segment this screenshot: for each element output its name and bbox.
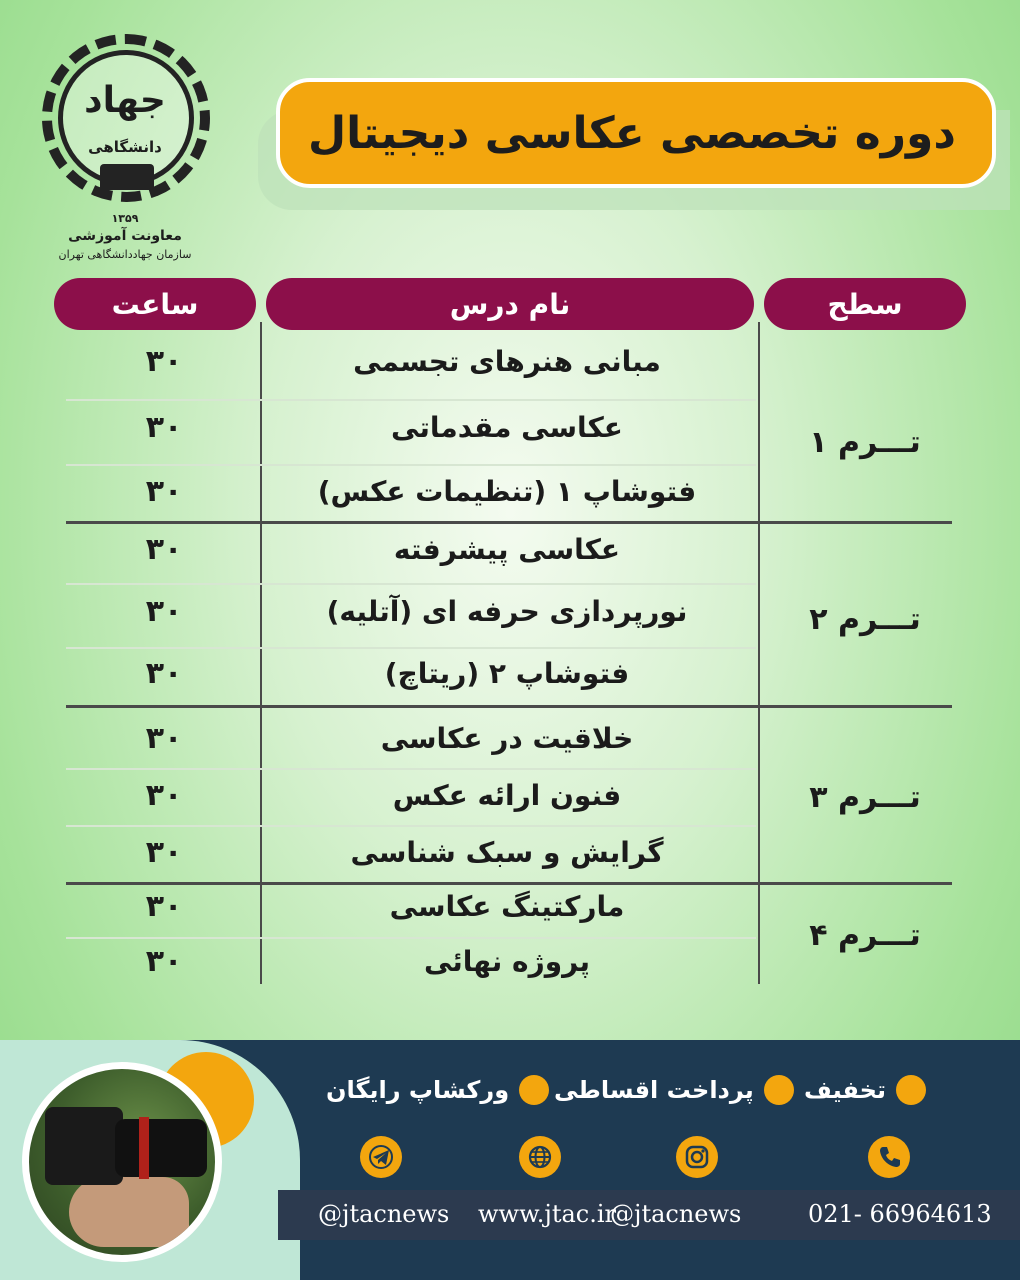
benefit-label: ورکشاپ رایگان	[326, 1076, 510, 1104]
header-hours: ساعت	[54, 278, 256, 330]
logo-sub: دانشگاهی	[88, 138, 162, 156]
benefit-installments	[554, 1072, 794, 1108]
table-row	[64, 581, 756, 643]
telegram-icon[interactable]	[360, 1136, 402, 1178]
phone-icon[interactable]	[868, 1136, 910, 1178]
course-name: عکاسی مقدماتی	[391, 411, 623, 444]
website-link[interactable]: www.jtac.ir	[478, 1200, 617, 1228]
course-name: فنون ارائه عکس	[392, 779, 622, 812]
benefit-discount	[804, 1072, 926, 1108]
course-name: عکاسی پیشرفته	[393, 533, 621, 566]
camera-lens-icon	[115, 1119, 207, 1177]
course-hours: ۳۰	[145, 410, 183, 445]
header-level: سطح	[764, 278, 966, 330]
course-hours: ۳۰	[145, 835, 183, 870]
title-banner	[276, 78, 996, 188]
header-course-name: نام درس	[266, 278, 754, 330]
course-name: خلاقیت در عکاسی	[380, 722, 634, 755]
phone-number[interactable]: 021- 66964613	[808, 1200, 992, 1228]
course-name: نورپردازی حرفه ای (آتلیه)	[326, 595, 688, 628]
term-label: تـــرم ۲	[809, 602, 921, 637]
table-row	[64, 397, 756, 459]
logo-caption-2: سازمان جهاددانشگاهی تهران	[58, 248, 192, 261]
course-hours: ۳۰	[145, 474, 183, 509]
bullet-icon	[896, 1075, 926, 1105]
camera-photo	[22, 1062, 222, 1262]
gate-icon	[100, 164, 154, 190]
course-hours: ۳۰	[145, 344, 183, 379]
page-title: دوره تخصصی عکاسی دیجیتال	[307, 107, 956, 159]
benefit-label: تخفیف	[804, 1076, 886, 1104]
course-name: مارکتینگ عکاسی	[389, 890, 625, 923]
term-label: تـــرم ۳	[809, 780, 921, 815]
logo-caption-1: معاونت آموزشی	[68, 228, 182, 244]
logo-year: ۱۳۵۹	[111, 212, 139, 225]
lens-ring	[139, 1117, 149, 1179]
table-row	[64, 765, 756, 827]
course-name: گرایش و سبک شناسی	[350, 836, 664, 869]
instagram-icon[interactable]	[676, 1136, 718, 1178]
term-label: تـــرم ۴	[809, 918, 921, 953]
telegram-handle[interactable]: @jtacnews	[318, 1200, 450, 1228]
table-row	[64, 331, 756, 393]
course-hours: ۳۰	[145, 778, 183, 813]
course-name: فتوشاپ ۲ (ریتاچ)	[384, 657, 630, 690]
table-row	[64, 519, 756, 581]
logo-name: جهاد	[84, 80, 166, 121]
course-hours: ۳۰	[145, 889, 183, 924]
table-row	[64, 461, 756, 523]
logo	[30, 22, 220, 261]
table-row	[64, 643, 756, 705]
benefit-label: پرداخت اقساطی	[554, 1076, 754, 1104]
bullet-icon	[519, 1075, 549, 1105]
course-hours: ۳۰	[145, 594, 183, 629]
course-hours: ۳۰	[145, 721, 183, 756]
table-row	[64, 708, 756, 770]
table-row	[64, 931, 756, 993]
instagram-handle[interactable]: @jtacnews	[610, 1200, 742, 1228]
hand-shape	[69, 1177, 189, 1247]
course-name: پروژه نهائی	[423, 945, 591, 978]
table-row	[64, 876, 756, 938]
benefit-free-workshop	[326, 1072, 549, 1108]
camera-body-icon	[45, 1107, 123, 1185]
course-name: مبانی هنرهای تجسمی	[353, 345, 661, 378]
bullet-icon	[764, 1075, 794, 1105]
course-hours: ۳۰	[145, 532, 183, 567]
term-label: تـــرم ۱	[809, 425, 921, 460]
course-hours: ۳۰	[145, 944, 183, 979]
globe-icon[interactable]	[519, 1136, 561, 1178]
table-row	[64, 822, 756, 884]
course-name: فتوشاپ ۱ (تنظیمات عکس)	[317, 475, 697, 508]
course-hours: ۳۰	[145, 656, 183, 691]
